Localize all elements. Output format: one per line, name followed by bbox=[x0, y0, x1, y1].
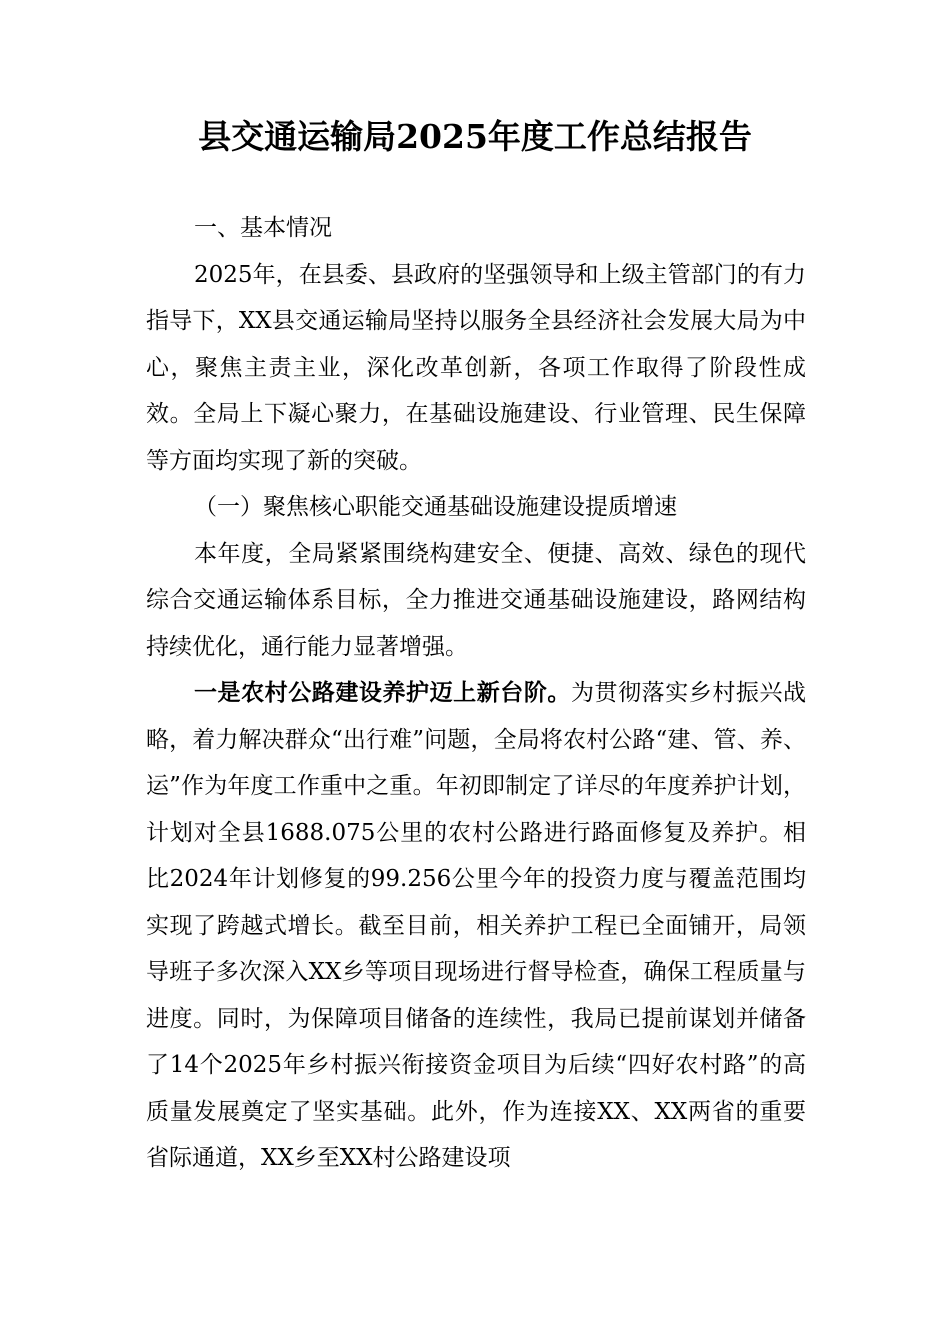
paragraph-rural-roads bbox=[146, 670, 806, 1182]
paragraph-overview: 2025年，在县委、县政府的坚强领导和上级主管部门的有力指导下，XX县交通运输局坚持以服务全县经济社会发展大局为中心，聚焦主责主业，深化改革创新，各项工作取得了阶段性成效。全局上下凝心聚力，在基础设施建设、行业管理、民生保障等方面均实现了新的突破。 bbox=[146, 261, 806, 474]
document-title: 县交通运输局2025年度工作总结报告 bbox=[198, 117, 752, 156]
section-heading-basic-situation: 一、基本情况 bbox=[194, 215, 332, 241]
rural-roads-text: 为贯彻落实乡村振兴战略，着力解决群众“出行难”问题，全局将农村公路“建、管、养、运”作为年度工作重中之重。年初即制定了详尽的年度养护计划，计划对全县1688.075公里的农村公路进行路面修复及养护。相比2024年计划修复的99.256公里今年的投资力度与覆盖范围均实现了跨越式增长。截至目前，相关养护工程已全面铺开，局领导班子多次深入XX乡等项目现场进行督导检查，确保工程质量与进度。同时，为保障项目储备的连续性，我局已提前谋划并储备了14个2025年乡村振兴衔接资金项目为后续“四好农村路”的高质量发展奠定了坚实基础。此外，作为连接XX、XX两省的重要省际通道，XX乡至XX村公路建设项 bbox=[146, 680, 807, 1171]
document-body bbox=[146, 205, 806, 1182]
rural-roads-lead: 一是农村公路建设养护迈上新台阶。 bbox=[194, 680, 571, 706]
paragraph-infrastructure: 本年度，全局紧紧围绕构建安全、便捷、高效、绿色的现代综合交通运输体系目标，全力推进交通基础设施建设，路网结构持续优化，通行能力显著增强。 bbox=[146, 540, 806, 660]
subsection-heading-infrastructure: （一）聚焦核心职能交通基础设施建设提质增速 bbox=[194, 494, 677, 520]
